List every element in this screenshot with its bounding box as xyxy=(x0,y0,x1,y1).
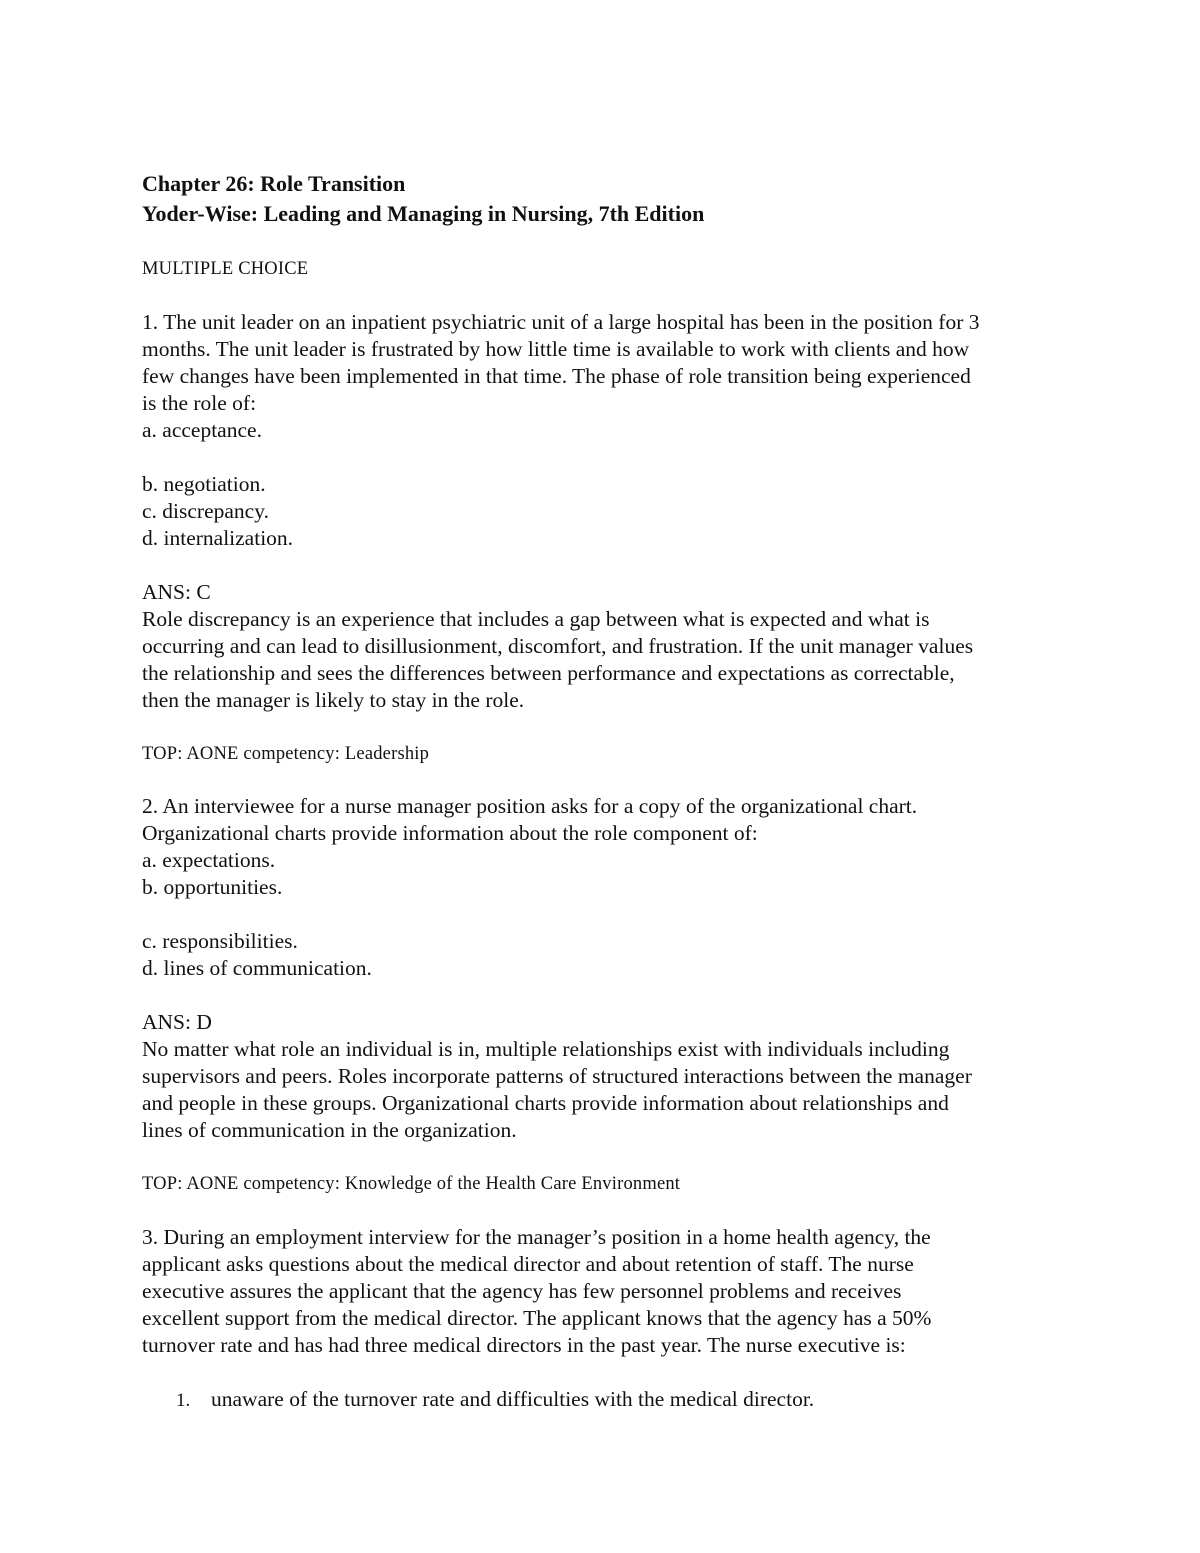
question-1-rationale-line: Role discrepancy is an experience that includes a gap between what is expected and what is xyxy=(142,607,930,631)
question-1-stem-line: 1. The unit leader on an inpatient psychiatric unit of a large hospital has been in the position for 3 xyxy=(142,310,980,334)
question-1-rationale-line: then the manager is likely to stay in the role. xyxy=(142,688,525,712)
question-3-stem-line: 3. During an employment interview for the manager’s position in a home health agency, the xyxy=(142,1225,931,1249)
chapter-title: Chapter 26: Role Transition xyxy=(142,171,406,196)
question-2-answer: ANS: D xyxy=(142,1010,212,1034)
question-2-option-c: c. responsibilities. xyxy=(142,929,298,953)
question-2-option-b: b. opportunities. xyxy=(142,875,283,899)
question-1-option-b: b. negotiation. xyxy=(142,472,266,496)
question-1-option-c: c. discrepancy. xyxy=(142,499,269,523)
question-3-list-item: unaware of the turnover rate and difficulties with the medical director. xyxy=(211,1387,815,1411)
question-1-stem-line: is the role of: xyxy=(142,391,257,415)
question-2-stem-line: Organizational charts provide information about the role component of: xyxy=(142,821,758,845)
question-2-option-a: a. expectations. xyxy=(142,848,276,872)
question-2-rationale-line: lines of communication in the organization. xyxy=(142,1118,517,1142)
question-1-answer: ANS: C xyxy=(142,580,211,604)
section-label: MULTIPLE CHOICE xyxy=(142,259,309,279)
question-3-stem-line: applicant asks questions about the medical director and about retention of staff. The nurse xyxy=(142,1252,914,1276)
question-2-rationale-line: supervisors and peers. Roles incorporate patterns of structured interactions between the manager xyxy=(142,1064,972,1088)
question-3-stem-line: executive assures the applicant that the agency has few personnel problems and receives xyxy=(142,1279,902,1303)
question-2-stem-line: 2. An interviewee for a nurse manager position asks for a copy of the organizational chart. xyxy=(142,794,918,818)
question-3-stem-line: turnover rate and has had three medical directors in the past year. The nurse executive is: xyxy=(142,1333,906,1357)
question-2-rationale-line: No matter what role an individual is in, multiple relationships exist with individuals including xyxy=(142,1037,950,1061)
question-3-stem-line: excellent support from the medical director. The applicant knows that the agency has a 50% xyxy=(142,1306,932,1330)
book-title: Yoder-Wise: Leading and Managing in Nursing, 7th Edition xyxy=(142,201,705,226)
question-1-stem-line: few changes have been implemented in that time. The phase of role transition being experienced xyxy=(142,364,971,388)
question-2-option-d: d. lines of communication. xyxy=(142,956,372,980)
question-1-option-a: a. acceptance. xyxy=(142,418,262,442)
question-2-topic: TOP: AONE competency: Knowledge of the Health Care Environment xyxy=(142,1174,681,1194)
question-2-rationale-line: and people in these groups. Organizational charts provide information about relationships and xyxy=(142,1091,949,1115)
question-1-option-d: d. internalization. xyxy=(142,526,294,550)
question-3-list-number: 1. xyxy=(176,1390,191,1411)
question-1-rationale-line: the relationship and sees the differences between performance and expectations as correctable, xyxy=(142,661,955,685)
question-1-rationale-line: occurring and can lead to disillusionment, discomfort, and frustration. If the unit manager values xyxy=(142,634,974,658)
question-1-stem-line: months. The unit leader is frustrated by how little time is available to work with clients and how xyxy=(142,337,970,361)
question-1-topic: TOP: AONE competency: Leadership xyxy=(142,744,430,764)
